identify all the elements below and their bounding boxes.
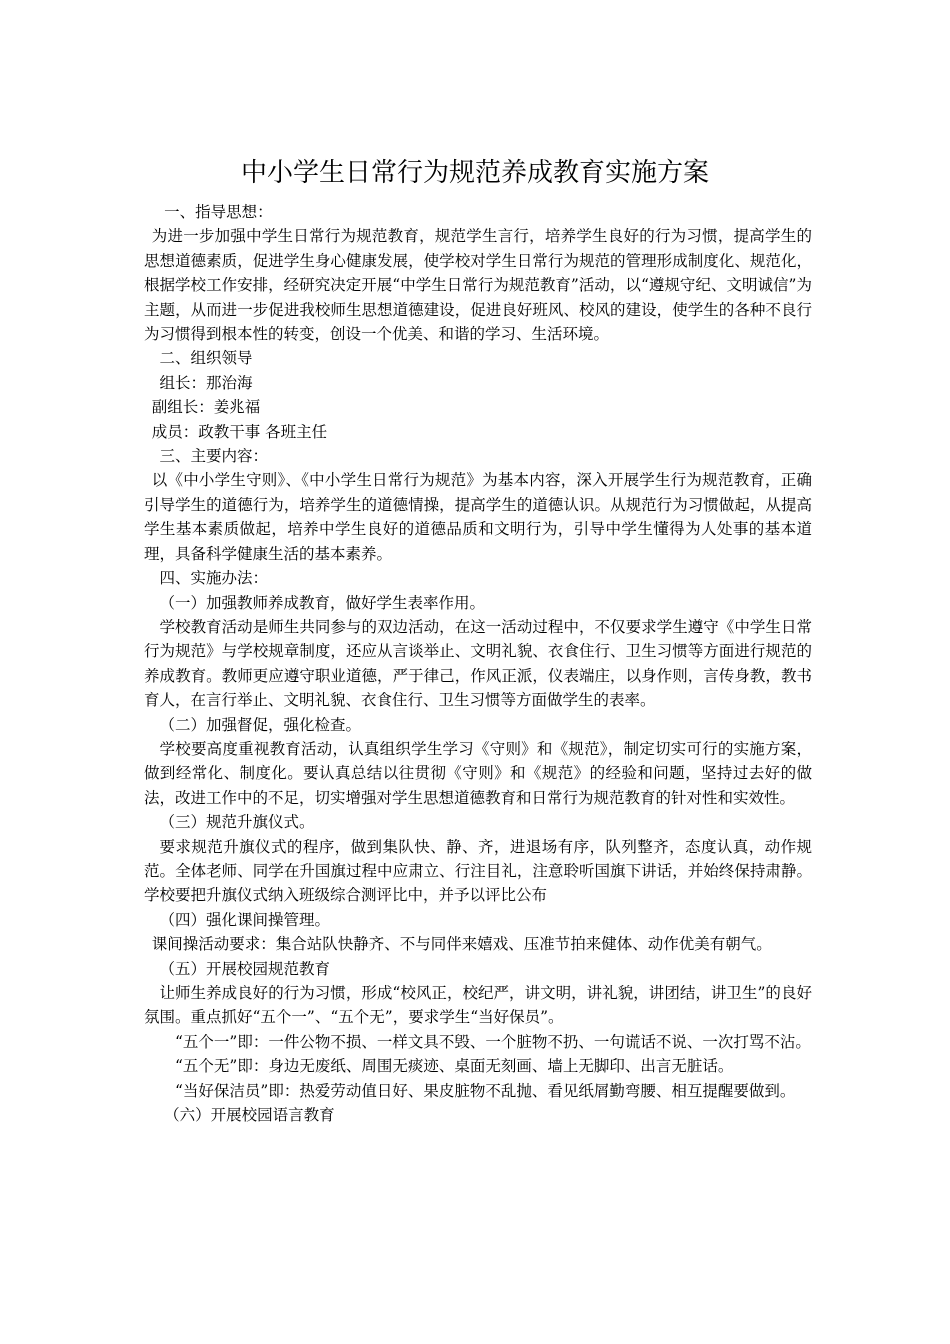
subheading-flag-ceremony: （三）规范升旗仪式。 (159, 813, 315, 832)
paragraph-guiding-thought: 为进一步加强中学生日常行为规范教育，规范学生言行，培养学生良好的行为习惯，提高学生的思想道德素质，促进学生身心健康发展，使学校对学生日常行为规范的管理形成制度化、规范化，根据学校工作安排，经研究决定开展“中学生日常行为规范教育”活动，以“遵规守纪、文明诚信”为主题，从而进一步促进我校师生思想道德建设，促进良好班风、校风的建设，使学生的各种不良行为习惯得到根本性的转变，创设一个优美、和谐的学习、生活环境。 (144, 227, 812, 344)
paragraph-main-content: 以《中小学生守则》、《中小学生日常行为规范》为基本内容，深入开展学生行为规范教育，正确引导学生的道德行为，培养学生的道德情操，提高学生的道德认识。从规范行为习惯做起，从提高学生基本素质做起，培养中学生良好的道德品质和文明行为，引导中学生懂得为人处事的基本道理，具备科学健康生活的基本素养。 (144, 471, 812, 563)
section-heading-guiding-thought: 一、指导思想： (164, 203, 273, 221)
document-title: 中小学生日常行为规范养成教育实施方案 (240, 158, 709, 188)
document-body (144, 200, 812, 1127)
paragraph-five-nones: “五个无”即：身边无废纸、周围无痰迹、桌面无刻画、墙上无脚印、出言无脏话。 (175, 1057, 734, 1076)
section-heading-main-content: 三、主要内容： (159, 447, 269, 466)
paragraph-supervision: 学校要高度重视教育活动，认真组织学生学习《守则》和《规范》，制定切实可行的实施方案，做到经常化、制度化。要认真总结以往贯彻《守则》和《规范》的经验和问题，坚持过去好的做法，改进工作中的不足，切实增强对学生思想道德教育和日常行为规范教育的针对性和实效性。 (144, 739, 812, 807)
deputy-leader-line: 副组长：姜兆福 (151, 398, 261, 417)
subheading-language-education: （六）开展校园语言教育 (164, 1106, 335, 1125)
section-heading-methods: 四、实施办法： (159, 569, 269, 588)
paragraph-cleaner: “当好保洁员”即：热爱劳动值日好、果皮脏物不乱抛、看见纸屑勤弯腰、相互提醒要做到。 (175, 1081, 796, 1100)
leader-line: 组长：那治海 (159, 373, 253, 392)
members-line: 成员：政教干事 各班主任 (151, 422, 328, 441)
paragraph-five-ones: “五个一”即：一件公物不损、一样文具不毁、一个脏物不扔、一句谎话不说、一次打骂不沾。 (175, 1032, 811, 1051)
paragraph-exercise: 课间操活动要求：集合站队快静齐、不与同伴来嬉戏、压准节拍来健体、动作优美有朝气。 (151, 935, 772, 954)
section-heading-organization: 二、组织领导 (159, 349, 253, 368)
subheading-supervision: （二）加强督促，强化检查。 (159, 715, 362, 734)
subheading-campus-norms: （五）开展校园规范教育 (159, 959, 331, 978)
paragraph-campus-norms: 让师生养成良好的行为习惯，形成“校风正，校纪严，讲文明，讲礼貌，讲团结，讲卫生”的良好氛围。重点抓好“五个一”、“五个无”，要求学生“当好保员”。 (144, 984, 812, 1027)
paragraph-flag-ceremony: 要求规范升旗仪式的程序，做到集队快、静、齐，进退场有序，队列整齐，态度认真，动作规范。全体老师、同学在升国旗过程中应肃立、行注目礼，注意聆听国旗下讲话，并始终保持肃静。学校要把升旗仪式纳入班级综合测评比中，并予以评比公布 (144, 837, 812, 905)
paragraph-teacher-example: 学校教育活动是师生共同参与的双边活动，在这一活动过程中，不仅要求学生遵守《中学生日常行为规范》与学校规章制度，还应从言谈举止、文明礼貌、衣食住行、卫生习惯等方面进行规范的养成教育。教师更应遵守职业道德，严于律己，作风正派，仪表端庄，以身作则，言传身教，教书育人，在言行举止、文明礼貌、衣食住行、卫生习惯等方面做学生的表率。 (144, 617, 812, 710)
subheading-teacher-example: （一）加强教师养成教育，做好学生表率作用。 (159, 593, 486, 612)
subheading-exercise: （四）强化课间操管理。 (159, 910, 331, 929)
